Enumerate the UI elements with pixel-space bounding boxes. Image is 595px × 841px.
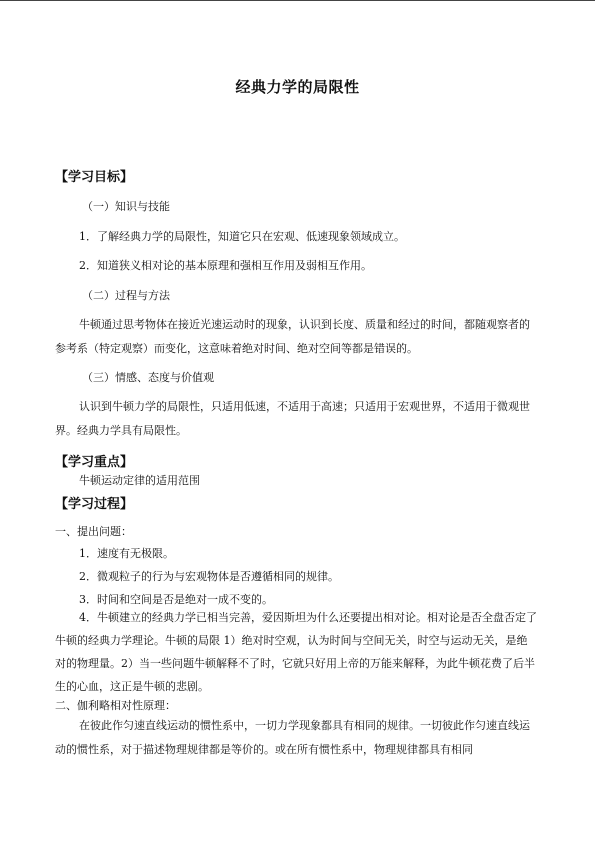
process-heading-questions: 一、提出问题： <box>55 525 132 538</box>
goal-item-2: 2．知道狭义相对论的基本原理和强相互作用及弱相互作用。 <box>79 259 372 272</box>
page-title: 经典力学的局限性 <box>235 78 360 96</box>
subheading-emotion-values: （三）情感、态度与价值观 <box>82 371 214 384</box>
question-item-3: 3．时间和空间是否是绝对一成不变的。 <box>79 593 273 606</box>
focus-text: 牛顿运动定律的适用范围 <box>79 474 200 487</box>
subheading-knowledge-skills: （一）知识与技能 <box>82 200 170 213</box>
section-heading-process: 【学习过程】 <box>55 497 134 512</box>
paragraph-galileo-principle: 在彼此作匀速直线运动的惯性系中，一切力学现象都具有相同的规律。一切彼此作匀速直线运动的惯性系，对于描述物理规律都是等价的。或在所有惯性系中，物理规律都具有相同 <box>55 719 530 756</box>
subheading-process-method: （二）过程与方法 <box>82 289 170 302</box>
top-border-line <box>0 0 595 1</box>
paragraph-emotion-values: 认识到牛顿力学的局限性，只适用低速，不适用于高速；只适用于宏观世界，不适用于微观世界。经典力学具有局限性。 <box>55 400 530 437</box>
question-item-4: 4．牛顿建立的经典力学已相当完善，爱因斯坦为什么还要提出相对论。相对论是否全盘否定了牛顿的经典力学理论。牛顿的局限 1）绝对时空观，认为时间与空间无关，时空与运动无关，是绝对的物理量。2）当一些问题牛顿解释不了时，它就只好用上帝的万能来解释，为此牛顿花费了后半生的心血，这正是牛顿的悲剧。 <box>55 611 537 693</box>
process-heading-galileo: 二、伽利略相对性原理： <box>55 699 176 712</box>
section-heading-goals: 【学习目标】 <box>55 170 134 185</box>
question-item-2: 2．微观粒子的行为与宏观物体是否遵循相同的规律。 <box>79 570 339 583</box>
goal-item-1: 1．了解经典力学的局限性，知道它只在宏观、低速现象领域成立。 <box>79 230 405 243</box>
section-heading-focus: 【学习重点】 <box>55 455 134 470</box>
paragraph-process-method: 牛顿通过思考物体在接近光速运动时的现象，认识到长度、质量和经过的时间，都随观察者的参考系（特定观察）而变化，这意味着绝对时间、绝对空间等都是错误的。 <box>55 318 530 355</box>
question-item-1: 1．速度有无极限。 <box>79 547 174 560</box>
